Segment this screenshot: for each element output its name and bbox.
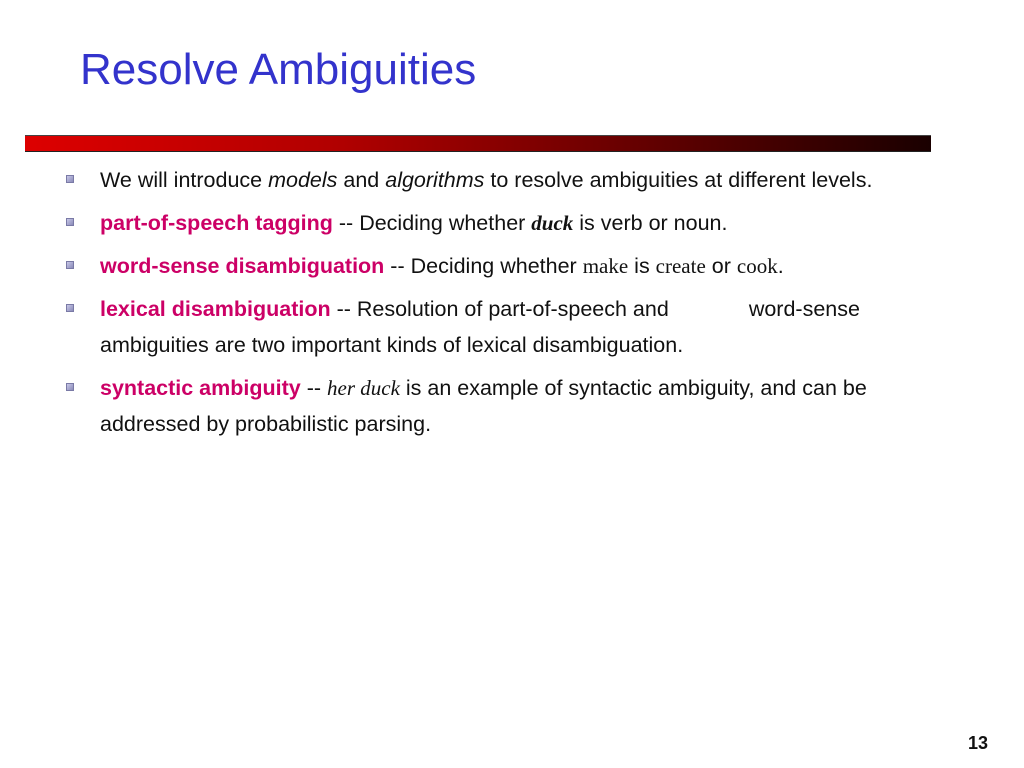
bullet-text: or <box>705 254 737 278</box>
example-word-make: make <box>582 254 629 278</box>
bullet-text: We will introduce <box>100 168 269 192</box>
bullet-square-icon <box>66 304 74 312</box>
bullet-text: to resolve ambiguities at different levels. <box>484 168 873 192</box>
bullet-text: and <box>337 168 386 192</box>
page-number: 13 <box>968 733 989 753</box>
term-pos-tagging: part-of-speech tagging <box>100 211 333 235</box>
bullet-square-icon <box>66 218 74 226</box>
term-syntactic-ambiguity: syntactic ambiguity <box>100 376 301 400</box>
bullet-text: -- Deciding whether <box>332 211 532 235</box>
example-word-cook: cook <box>736 254 778 278</box>
bullet-square-icon <box>66 175 74 183</box>
example-word-create: create <box>655 254 706 278</box>
bullet-text: is an example of syntactic ambiguity, and can be addressed by probabilistic parsing. <box>100 376 867 436</box>
bullet-pos-tagging <box>64 205 944 241</box>
bullet-intro <box>64 162 944 198</box>
bullet-text: word-sense ambiguities are two important kinds of lexical disambiguation. <box>100 297 860 357</box>
term-lexical-disambiguation: lexical disambiguation <box>100 297 331 321</box>
bullet-text: -- Deciding whether <box>384 254 583 278</box>
bullet-lexical <box>64 291 944 363</box>
bullet-text: -- <box>300 376 328 400</box>
emphasis-algorithms: algorithms <box>385 168 485 192</box>
example-word-duck: duck <box>531 211 574 235</box>
emphasis-models: models <box>268 168 338 192</box>
bullet-syntactic <box>64 370 944 442</box>
bullet-text: is <box>628 254 656 278</box>
bullet-text: . <box>777 254 784 278</box>
term-word-sense-disambiguation: word-sense disambiguation <box>100 254 385 278</box>
bullet-square-icon <box>66 261 74 269</box>
example-phrase-her-duck: her duck <box>327 376 400 400</box>
bullet-text: -- Resolution of part-of-speech and <box>330 297 669 321</box>
bullet-square-icon <box>66 383 74 391</box>
bullet-word-sense <box>64 248 944 284</box>
title-divider-bar <box>25 135 931 152</box>
slide-title: Resolve Ambiguities <box>80 45 477 94</box>
bullet-text: is verb or noun. <box>573 211 728 235</box>
bullet-list <box>64 162 944 449</box>
